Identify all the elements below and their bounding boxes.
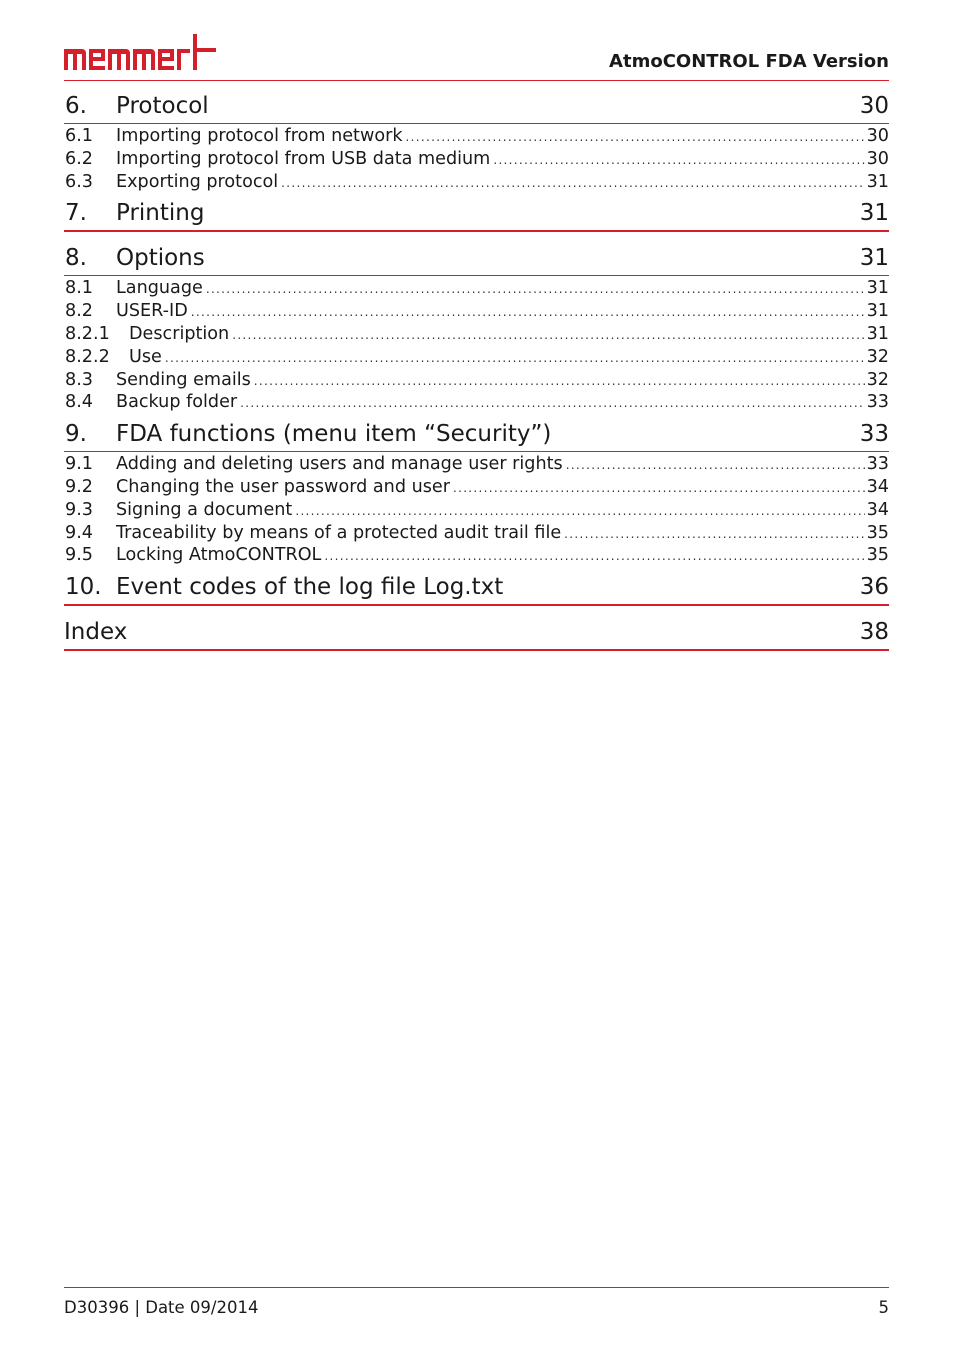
entry-number: 8.4 bbox=[65, 392, 93, 413]
dot-leader bbox=[165, 347, 865, 370]
toc-chapter-10[interactable] bbox=[64, 571, 889, 606]
document-id-date: D30396 | Date 09/2014 bbox=[64, 1298, 259, 1317]
entry-page: 31 bbox=[866, 301, 889, 322]
toc-entry[interactable] bbox=[64, 125, 889, 148]
entry-title: Changing the user password and user bbox=[116, 476, 450, 497]
dot-leader bbox=[240, 392, 864, 415]
toc-sublist-8 bbox=[64, 276, 889, 418]
entry-number: 6.2 bbox=[65, 148, 93, 169]
entry-title: Traceability by means of a protected audit trail file bbox=[116, 522, 562, 543]
entry-page: 33 bbox=[866, 454, 889, 475]
entry-number: 6.3 bbox=[65, 171, 93, 192]
entry-number: 9.4 bbox=[65, 522, 93, 543]
toc-chapter-7[interactable] bbox=[64, 197, 889, 232]
dot-leader bbox=[453, 477, 865, 500]
entry-number: 9.2 bbox=[65, 476, 93, 497]
chapter-title: Protocol bbox=[116, 93, 209, 119]
entry-number: 9.1 bbox=[65, 454, 93, 475]
entry-page: 30 bbox=[866, 148, 889, 169]
entry-title: Locking AtmoCONTROL bbox=[116, 545, 322, 566]
entry-number: 9.5 bbox=[65, 545, 93, 566]
page-number: 5 bbox=[878, 1298, 889, 1317]
dot-leader bbox=[493, 149, 864, 172]
toc-entry[interactable] bbox=[64, 544, 889, 567]
toc-entry[interactable] bbox=[64, 522, 889, 545]
chapter-number: 8. bbox=[65, 245, 87, 272]
entry-number: 8.2.1 bbox=[65, 323, 110, 344]
entry-title: Sending emails bbox=[116, 369, 251, 390]
toc-entry[interactable] bbox=[64, 323, 889, 346]
toc-entry[interactable] bbox=[64, 369, 889, 392]
dot-leader bbox=[564, 523, 864, 546]
toc-entry[interactable] bbox=[64, 453, 889, 476]
entry-page: 34 bbox=[866, 499, 889, 520]
chapter-page: 38 bbox=[859, 619, 889, 646]
entry-title: Use bbox=[129, 346, 162, 367]
toc-chapter-8[interactable] bbox=[64, 242, 889, 276]
table-of-contents bbox=[64, 90, 889, 651]
entry-page: 34 bbox=[866, 476, 889, 497]
chapter-title: Options bbox=[116, 245, 205, 272]
entry-title: Signing a document bbox=[116, 499, 293, 520]
chapter-number: 9. bbox=[65, 421, 87, 448]
chapter-page: 36 bbox=[859, 574, 889, 601]
toc-chapter-9[interactable] bbox=[64, 418, 889, 452]
entry-title: Importing protocol from network bbox=[116, 126, 403, 146]
toc-index[interactable] bbox=[64, 616, 889, 651]
entry-number: 8.2.2 bbox=[65, 346, 110, 367]
dot-leader bbox=[295, 500, 864, 523]
entry-title: USER-ID bbox=[116, 301, 188, 322]
chapter-page: 33 bbox=[859, 421, 889, 448]
chapter-number: 6. bbox=[65, 93, 87, 119]
dot-leader bbox=[206, 278, 865, 301]
dot-leader bbox=[281, 172, 864, 195]
chapter-title: FDA functions (menu item “Security”) bbox=[116, 421, 552, 448]
entry-page: 35 bbox=[866, 545, 889, 566]
toc-sublist-9 bbox=[64, 452, 889, 571]
entry-page: 32 bbox=[866, 369, 889, 390]
toc-entry[interactable] bbox=[64, 300, 889, 323]
chapter-title: Index bbox=[64, 619, 128, 646]
entry-title: Adding and deleting users and manage user rights bbox=[116, 454, 563, 475]
toc-entry[interactable] bbox=[64, 277, 889, 300]
chapter-page: 30 bbox=[859, 93, 889, 119]
entry-page: 30 bbox=[866, 126, 889, 146]
dot-leader bbox=[324, 545, 864, 568]
toc-entry[interactable] bbox=[64, 476, 889, 499]
entry-page: 33 bbox=[866, 392, 889, 413]
document-title: AtmoCONTROL FDA Version bbox=[609, 51, 889, 72]
toc-sublist-6 bbox=[64, 124, 889, 197]
chapter-page: 31 bbox=[859, 245, 889, 272]
chapter-page: 31 bbox=[859, 200, 889, 227]
chapter-title: Event codes of the log file Log.txt bbox=[116, 574, 504, 601]
dot-leader bbox=[191, 301, 865, 324]
toc-entry[interactable] bbox=[64, 391, 889, 414]
entry-title: Importing protocol from USB data medium bbox=[116, 148, 491, 169]
entry-title: Language bbox=[116, 278, 203, 299]
entry-page: 31 bbox=[866, 323, 889, 344]
entry-page: 35 bbox=[866, 522, 889, 543]
chapter-title: Printing bbox=[116, 200, 205, 227]
toc-entry[interactable] bbox=[64, 171, 889, 194]
entry-number: 8.3 bbox=[65, 369, 93, 390]
dot-leader bbox=[254, 370, 865, 393]
entry-title: Description bbox=[129, 323, 230, 344]
toc-chapter-6[interactable] bbox=[64, 90, 889, 124]
chapter-number: 7. bbox=[65, 200, 87, 227]
toc-entry[interactable] bbox=[64, 346, 889, 369]
memmert-logo bbox=[64, 32, 216, 72]
dot-leader bbox=[406, 126, 865, 149]
toc-entry[interactable] bbox=[64, 499, 889, 522]
dot-leader bbox=[232, 324, 864, 347]
entry-number: 9.3 bbox=[65, 499, 93, 520]
entry-number: 8.2 bbox=[65, 301, 93, 322]
entry-title: Backup folder bbox=[116, 392, 238, 413]
entry-number: 8.1 bbox=[65, 278, 93, 299]
chapter-number: 10. bbox=[65, 574, 102, 601]
dot-leader bbox=[566, 454, 865, 477]
toc-entry[interactable] bbox=[64, 148, 889, 171]
entry-number: 6.1 bbox=[65, 126, 93, 146]
entry-page: 31 bbox=[866, 171, 889, 192]
entry-page: 32 bbox=[866, 346, 889, 367]
entry-page: 31 bbox=[866, 278, 889, 299]
entry-title: Exporting protocol bbox=[116, 171, 279, 192]
page-header bbox=[64, 30, 889, 81]
page-footer bbox=[64, 1287, 889, 1328]
